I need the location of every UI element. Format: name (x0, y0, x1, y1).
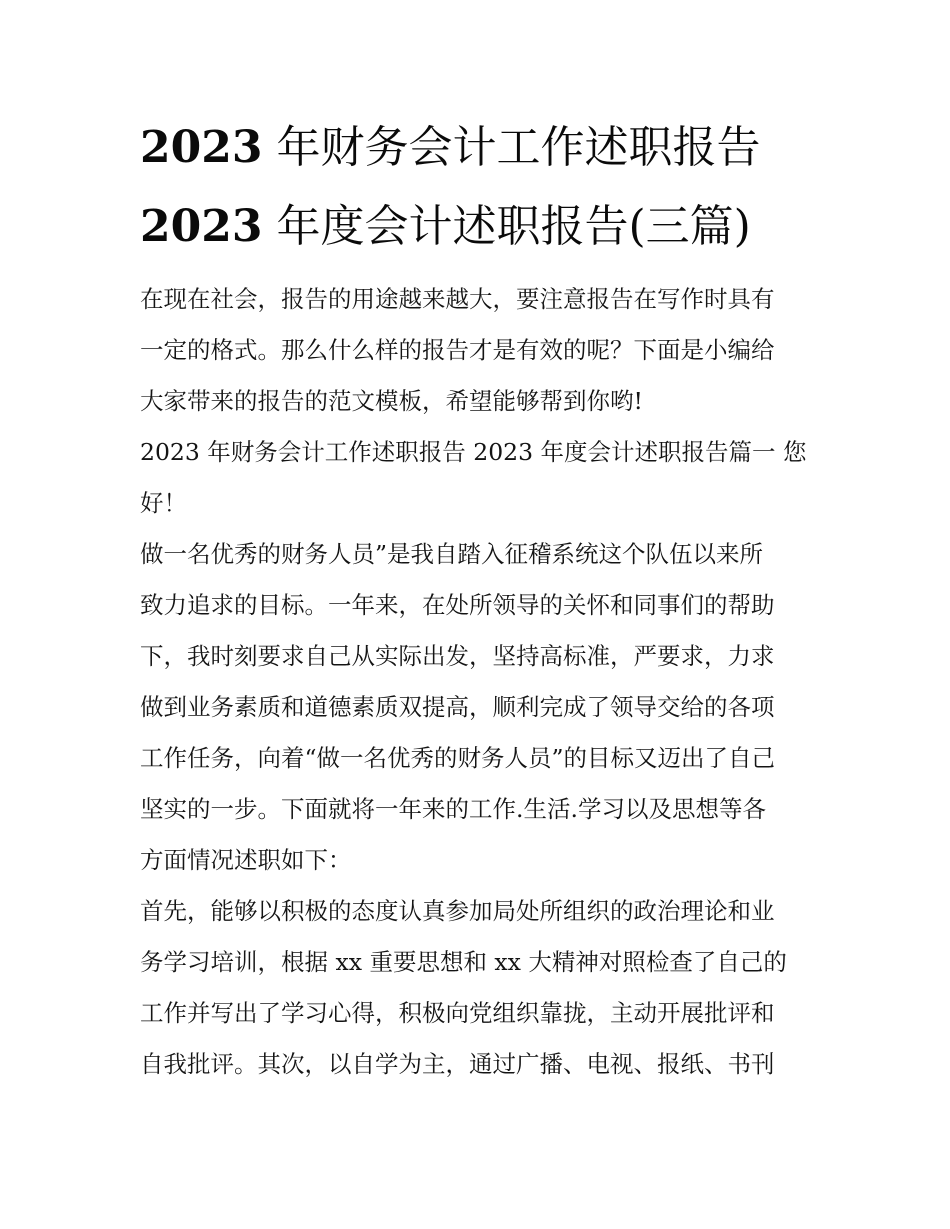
text-line: 工作并写出了学习心得，积极向党组织靠拢，主动开展批评和 (140, 999, 775, 1027)
text-line: 首先，能够以积极的态度认真参加局处所组织的政治理论和业 (140, 897, 775, 925)
text-line: 自我批评。其次，以自学为主，通过广播、电视、报纸、书刊 (140, 1050, 775, 1078)
intro-paragraph (140, 274, 830, 427)
body-paragraph-2 (140, 886, 830, 1090)
text-line: 好！ (140, 489, 187, 517)
title-text-1: 年财务会计工作述职报告 (262, 122, 761, 173)
title-year-1: 2023 (140, 122, 263, 173)
text-line: 下，我时刻要求自己从实际出发，坚持高标准，严要求，力求 (140, 642, 775, 670)
text-line: 工作任务，向着“做一名优秀的财务人员”的目标又迈出了自己 (140, 744, 776, 772)
document-title-line-2 (140, 203, 830, 251)
text-line: 一定的格式。那么什么样的报告才是有效的呢？下面是小编给 (140, 336, 775, 364)
text-line: 大家带来的报告的范文模板，希望能够帮到你哟! (140, 387, 643, 415)
text-line: 做一名优秀的财务人员”是我自踏入征稽系统这个队伍以来所 (140, 540, 764, 568)
title-text-2: 年度会计述职报告(三篇) (262, 201, 751, 252)
title-year-2: 2023 (140, 201, 263, 252)
text-line: 坚实的一步。下面就将一年来的工作.生活.学习以及思想等各 (140, 795, 766, 823)
body-paragraph-1 (140, 529, 830, 886)
text-line: 方面情况述职如下： (140, 846, 352, 874)
text-line: 2023 年财务会计工作述职报告 2023 年度会计述职报告篇一 您 (140, 438, 807, 466)
section-heading-paragraph (140, 427, 830, 529)
text-line: 务学习培训，根据 xx 重要思想和 xx 大精神对照检查了自己的 (140, 948, 787, 976)
text-line: 在现在社会，报告的用途越来越大，要注意报告在写作时具有 (140, 285, 775, 313)
document-title-line-1 (140, 124, 830, 172)
text-line: 致力追求的目标。一年来，在处所领导的关怀和同事们的帮助 (140, 591, 775, 619)
text-line: 做到业务素质和道德素质双提高，顺利完成了领导交给的各项 (140, 693, 775, 721)
